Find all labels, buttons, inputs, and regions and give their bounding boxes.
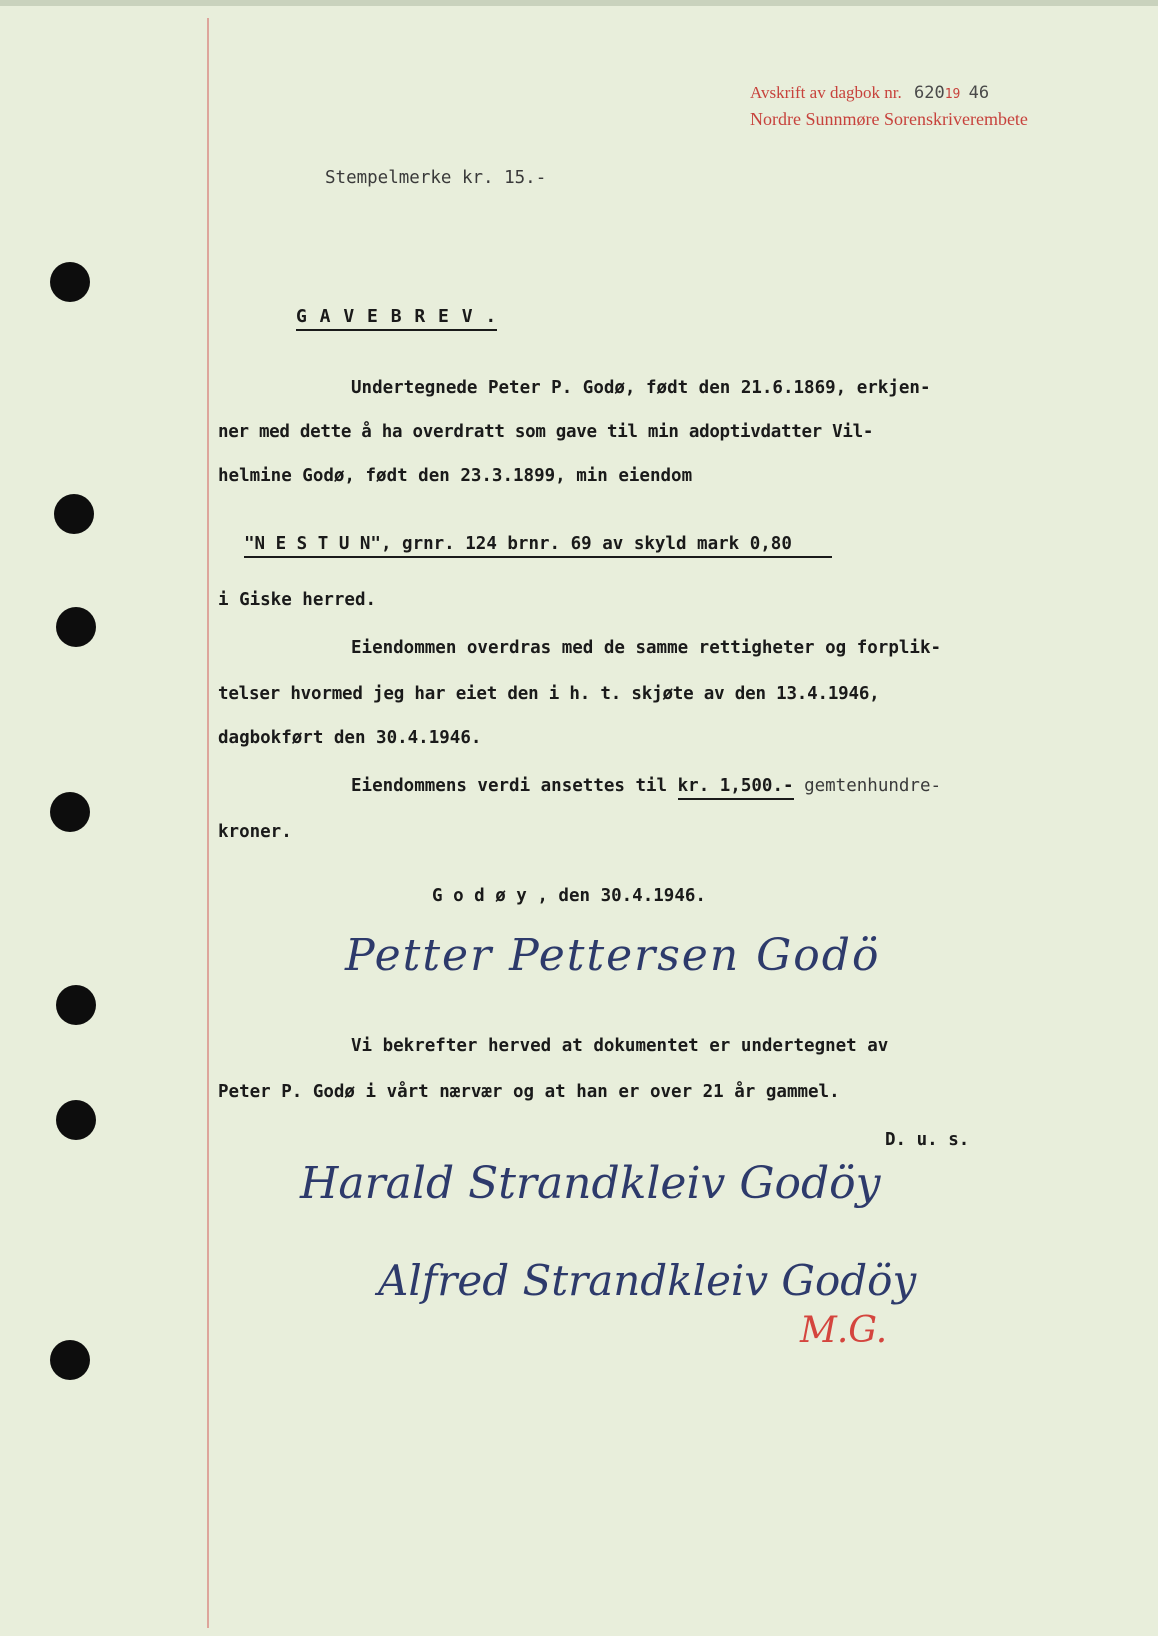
value-line (351, 776, 941, 796)
stamp-year: 46 (968, 83, 990, 103)
body-line: telser hvormed jeg har eiet den i h. t. skjøte av den 13.4.1946, (218, 684, 880, 704)
page-top-edge (0, 0, 1158, 6)
witness-signature: Alfred Strandkleiv Godöy (378, 1256, 917, 1305)
punch-hole (56, 607, 96, 647)
body-line: Eiendommen overdras med de samme rettigheter og forplik- (351, 638, 942, 658)
stamp-year-prefix: 19 (944, 87, 961, 102)
witness-line: Vi bekrefter herved at dokumentet er undertegnet av (351, 1036, 889, 1056)
property-line: "N E S T U N", grnr. 124 brnr. 69 av skyld mark 0,80 (244, 534, 832, 558)
punch-hole (56, 985, 96, 1025)
punch-hole (56, 1100, 96, 1140)
stamp-label: Avskrift av dagbok nr. (750, 83, 902, 102)
body-line: Undertegnede Peter P. Godø, født den 21.6.1869, erkjen- (351, 378, 931, 398)
document-title: G A V E B R E V . (296, 306, 497, 331)
closing-phrase: D. u. s. (885, 1130, 970, 1150)
value-suffix: gemtenhundre- (793, 776, 942, 796)
body-line: kroner. (218, 822, 292, 842)
value-prefix: Eiendommens verdi ansettes til (351, 776, 678, 796)
body-line: helmine Godø, født den 23.3.1899, min eiendom (218, 466, 693, 486)
body-line: i Giske herred. (218, 590, 377, 610)
punch-hole (54, 494, 94, 534)
clerk-initials: M.G. (800, 1310, 888, 1351)
body-line: dagbokført den 30.4.1946. (218, 728, 482, 748)
witness-signature: Harald Strandkleiv Godöy (300, 1158, 881, 1209)
punch-hole (50, 262, 90, 302)
value-amount: kr. 1,500.- (678, 776, 794, 800)
place-date: G o d ø y , den 30.4.1946. (432, 886, 706, 906)
stamp-duty-line: Stempelmerke kr. 15.- (325, 168, 547, 188)
body-line: ner med dette å ha overdratt som gave til min adoptivdatter Vil- (218, 422, 874, 442)
stamp-number: 620 (913, 83, 945, 103)
stamp-office: Nordre Sunnmøre Sorenskriverembete (750, 109, 1028, 129)
margin-rule (207, 18, 209, 1628)
witness-line: Peter P. Godø i vårt nærvær og at han er over 21 år gammel. (218, 1082, 840, 1102)
punch-hole (50, 1340, 90, 1380)
punch-hole (50, 792, 90, 832)
owner-signature: Petter Pettersen Godö (345, 930, 881, 981)
